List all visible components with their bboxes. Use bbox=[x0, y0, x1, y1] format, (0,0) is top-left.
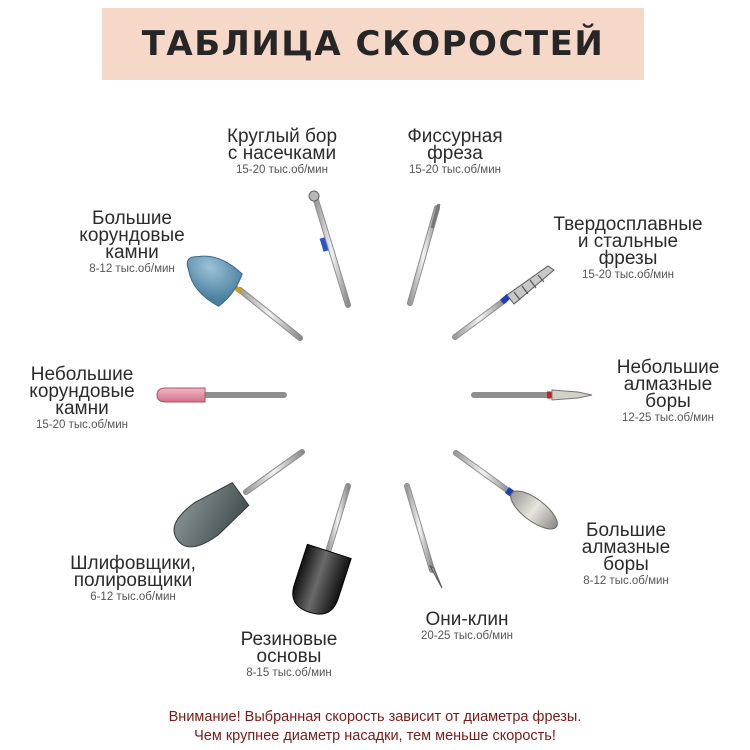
label-large-diamond-bur bbox=[582, 522, 671, 588]
label-large-diamond-bur-line3: боры bbox=[603, 554, 649, 575]
warning-note bbox=[0, 708, 750, 746]
label-small-diamond-bur-line2: алмазные bbox=[623, 374, 713, 395]
label-small-diamond-bur bbox=[617, 359, 720, 425]
label-rubber-base bbox=[241, 631, 338, 680]
label-large-diamond-bur-speed: 8-12 тыс.об/мин bbox=[583, 575, 669, 587]
label-small-diamond-bur-line1: Небольшие bbox=[616, 357, 720, 378]
label-polisher bbox=[70, 555, 196, 604]
label-onyclean bbox=[421, 611, 513, 643]
label-carbide-cutter bbox=[553, 216, 702, 282]
label-fissure-cutter-speed: 15-20 тыс.об/мин bbox=[409, 164, 501, 176]
large-diamond-bur-icon bbox=[456, 453, 563, 536]
fissure-cutter-icon bbox=[410, 204, 439, 303]
round-bur-icon bbox=[309, 191, 348, 305]
label-small-corundum-stone-line1: Небольшие bbox=[30, 364, 134, 385]
small-corundum-stone-icon bbox=[157, 388, 284, 402]
label-small-corundum-stone-line3: камни bbox=[55, 398, 109, 419]
small-diamond-bur-icon bbox=[474, 390, 592, 400]
label-large-corundum-stone-line2: корундовые bbox=[79, 225, 185, 246]
label-large-corundum-stone-line3: камни bbox=[105, 242, 159, 263]
label-large-corundum-stone-speed: 8-12 тыс.об/мин bbox=[89, 263, 175, 275]
label-round-bur-line1: Круглый бор bbox=[226, 126, 338, 147]
label-carbide-cutter-line2: и стальные bbox=[577, 231, 679, 252]
label-round-bur-line2: с насечками bbox=[227, 143, 337, 164]
rubber-base-icon bbox=[288, 486, 352, 619]
polisher-icon bbox=[166, 452, 302, 556]
label-large-corundum-stone-line1: Большие bbox=[91, 208, 173, 229]
label-rubber-base-speed: 8-15 тыс.об/мин bbox=[246, 667, 332, 679]
warning-line-1: Внимание! Выбранная скорость зависит от диаметра фрезы. bbox=[168, 709, 582, 725]
warning-line-2: Чем крупнее диаметр насадки, тем меньше скорость! bbox=[194, 728, 556, 744]
label-small-corundum-stone-speed: 15-20 тыс.об/мин bbox=[36, 419, 128, 431]
label-small-corundum-stone-line2: корундовые bbox=[29, 381, 135, 402]
label-small-diamond-bur-line3: боры bbox=[645, 391, 691, 412]
label-carbide-cutter-speed: 15-20 тыс.об/мин bbox=[582, 269, 674, 281]
label-onyclean-line1: Они-клин bbox=[425, 609, 509, 630]
label-rubber-base-line2: основы bbox=[256, 646, 322, 667]
label-polisher-line2: полировщики bbox=[73, 570, 193, 591]
label-fissure-cutter-line1: Фиссурная bbox=[407, 126, 503, 147]
large-corundum-stone-icon bbox=[176, 243, 300, 338]
label-polisher-speed: 6-12 тыс.об/мин bbox=[90, 591, 176, 603]
label-polisher-line1: Шлифовщики, bbox=[70, 553, 196, 574]
label-large-corundum-stone bbox=[79, 210, 184, 276]
label-carbide-cutter-line1: Твердосплавные bbox=[553, 214, 703, 235]
label-fissure-cutter-line2: фреза bbox=[427, 143, 483, 164]
label-carbide-cutter-line3: фрезы bbox=[598, 248, 658, 269]
onyclean-icon bbox=[407, 486, 442, 588]
label-round-bur-speed: 15-20 тыс.об/мин bbox=[236, 164, 328, 176]
label-rubber-base-line1: Резиновые bbox=[240, 629, 338, 650]
label-fissure-cutter bbox=[407, 128, 502, 177]
carbide-cutter-icon bbox=[455, 266, 554, 337]
label-large-diamond-bur-line1: Большие bbox=[585, 520, 667, 541]
label-small-diamond-bur-speed: 12-25 тыс.об/мин bbox=[622, 412, 714, 424]
label-onyclean-speed: 20-25 тыс.об/мин bbox=[421, 630, 513, 642]
page-title: ТАБЛИЦА СКОРОСТЕЙ bbox=[141, 24, 605, 64]
label-small-corundum-stone bbox=[29, 366, 134, 432]
label-round-bur bbox=[227, 128, 337, 177]
label-large-diamond-bur-line2: алмазные bbox=[581, 537, 671, 558]
